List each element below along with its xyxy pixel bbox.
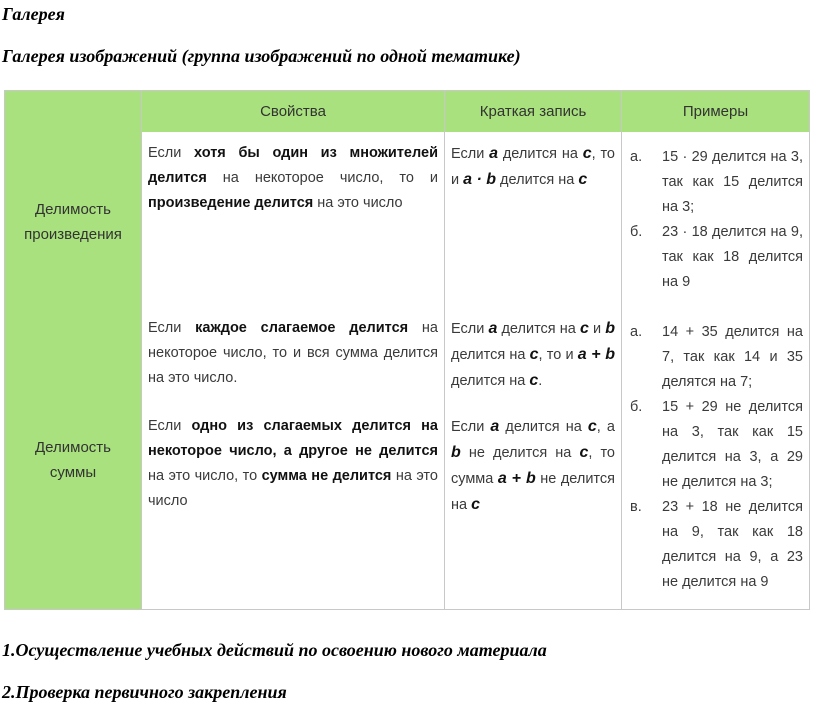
math-variable: c — [587, 418, 597, 435]
math-variable: b — [605, 320, 615, 337]
text-segment: Если — [148, 418, 192, 434]
header-examples: Примеры — [622, 91, 809, 132]
row-label-line: произведения — [24, 226, 122, 243]
bold-text: произведение делится — [148, 195, 314, 211]
text-segment: делится на — [451, 347, 530, 363]
divisibility-table — [4, 90, 810, 610]
text-segment: Если — [148, 145, 194, 161]
text-segment: . — [538, 373, 543, 389]
example-item — [626, 320, 803, 395]
text-segment: Если — [451, 419, 491, 435]
example-text: 15 + 29 не делится на 3, так как 15 делится на 3, а 29 не делится на 3; — [662, 399, 803, 490]
example-text: 14 + 35 делится на 7, так как 14 и 35 делятся на 7; — [662, 324, 803, 390]
text-segment: Если — [451, 321, 489, 337]
bold-text: сумма не делится — [261, 468, 392, 484]
math-variable: c — [579, 444, 589, 461]
text-segment: Если — [148, 320, 196, 336]
notation-text — [451, 414, 615, 518]
math-variable: b — [451, 444, 461, 461]
example-item — [626, 145, 803, 220]
doc-title: Галерея — [2, 4, 65, 24]
math-variable: c — [579, 320, 589, 337]
text-segment: , то и — [538, 347, 578, 363]
text-segment: на некоторое число, то и — [206, 170, 438, 186]
math-variable: a + b — [497, 470, 536, 487]
text-segment: на некоторое число, то и вся сумма делится на это число. — [148, 320, 438, 386]
bold-text: одно из слагаемых делится на некоторое число, а другое не делится — [148, 418, 438, 459]
row-label-line: суммы — [49, 464, 97, 481]
example-text: 15 · 29 делится на 3, так как 15 делится на 3; — [662, 149, 803, 215]
text-segment: не делится на — [451, 471, 616, 513]
example-label: б. — [630, 399, 643, 415]
text-segment: делится на — [499, 419, 588, 435]
row-label-product — [5, 197, 141, 247]
text-segment: не делится на — [460, 445, 580, 461]
math-variable: a — [488, 320, 498, 337]
text-segment: делится на — [496, 172, 579, 188]
header-notation: Краткая запись — [445, 91, 621, 132]
row-label-line: Делимость — [35, 439, 111, 456]
example-text: 23 + 18 не делится на 9, так как 18 делится на 9, а 23 не делится на 9 — [662, 499, 803, 590]
text-segment: , то сумма — [451, 445, 615, 487]
property-text — [148, 141, 438, 216]
bold-text: каждое слагаемое делится — [195, 320, 409, 336]
examples-column — [621, 91, 809, 609]
text-segment: делится на — [451, 373, 530, 389]
math-variable: a + b — [577, 346, 615, 363]
math-variable: c — [529, 346, 539, 363]
text-segment: на это число, то — [148, 468, 262, 484]
math-variable: c — [471, 496, 481, 513]
text-segment: , то и — [451, 146, 615, 188]
examples-sum — [626, 320, 803, 595]
step-1-heading: 1.Осуществление учебных действий по освоению нового материала — [2, 640, 547, 660]
notation-column — [444, 91, 621, 609]
text-segment: делится на — [498, 146, 583, 162]
math-variable: a — [489, 145, 499, 162]
bold-text: хотя бы один из множителей делится — [148, 145, 438, 186]
properties-column — [141, 91, 444, 609]
header-properties: Свойства — [142, 91, 444, 132]
example-label: а. — [630, 149, 643, 165]
row-label-column — [5, 91, 141, 609]
notation-text — [451, 316, 615, 394]
example-item — [626, 220, 803, 295]
math-variable: a — [490, 418, 500, 435]
examples-product — [626, 145, 803, 295]
text-segment: делится на — [497, 321, 580, 337]
example-text: 23 · 18 делится на 9, так как 18 делится на 9 — [662, 224, 803, 290]
example-item — [626, 395, 803, 495]
notation-text — [451, 141, 615, 193]
doc-subtitle: Галерея изображений (группа изображений по одной тематике) — [2, 46, 521, 66]
math-variable: a · b — [463, 171, 497, 188]
text-segment: Если — [451, 146, 490, 162]
example-label: а. — [630, 324, 643, 340]
text-segment: на это число — [313, 195, 403, 211]
step-2-heading: 2.Проверка первичного закрепления — [2, 682, 287, 702]
row-label-line: Делимость — [35, 201, 111, 218]
property-text — [148, 316, 438, 391]
example-item — [626, 495, 803, 595]
example-label: б. — [630, 224, 643, 240]
math-variable: c — [582, 145, 592, 162]
math-variable: c — [529, 372, 539, 389]
text-segment: , а — [596, 419, 615, 435]
math-variable: c — [578, 171, 588, 188]
text-segment: на это число — [148, 468, 438, 509]
property-text — [148, 414, 438, 514]
text-segment: и — [588, 321, 606, 337]
row-label-sum — [5, 435, 141, 485]
example-label: в. — [630, 499, 642, 515]
